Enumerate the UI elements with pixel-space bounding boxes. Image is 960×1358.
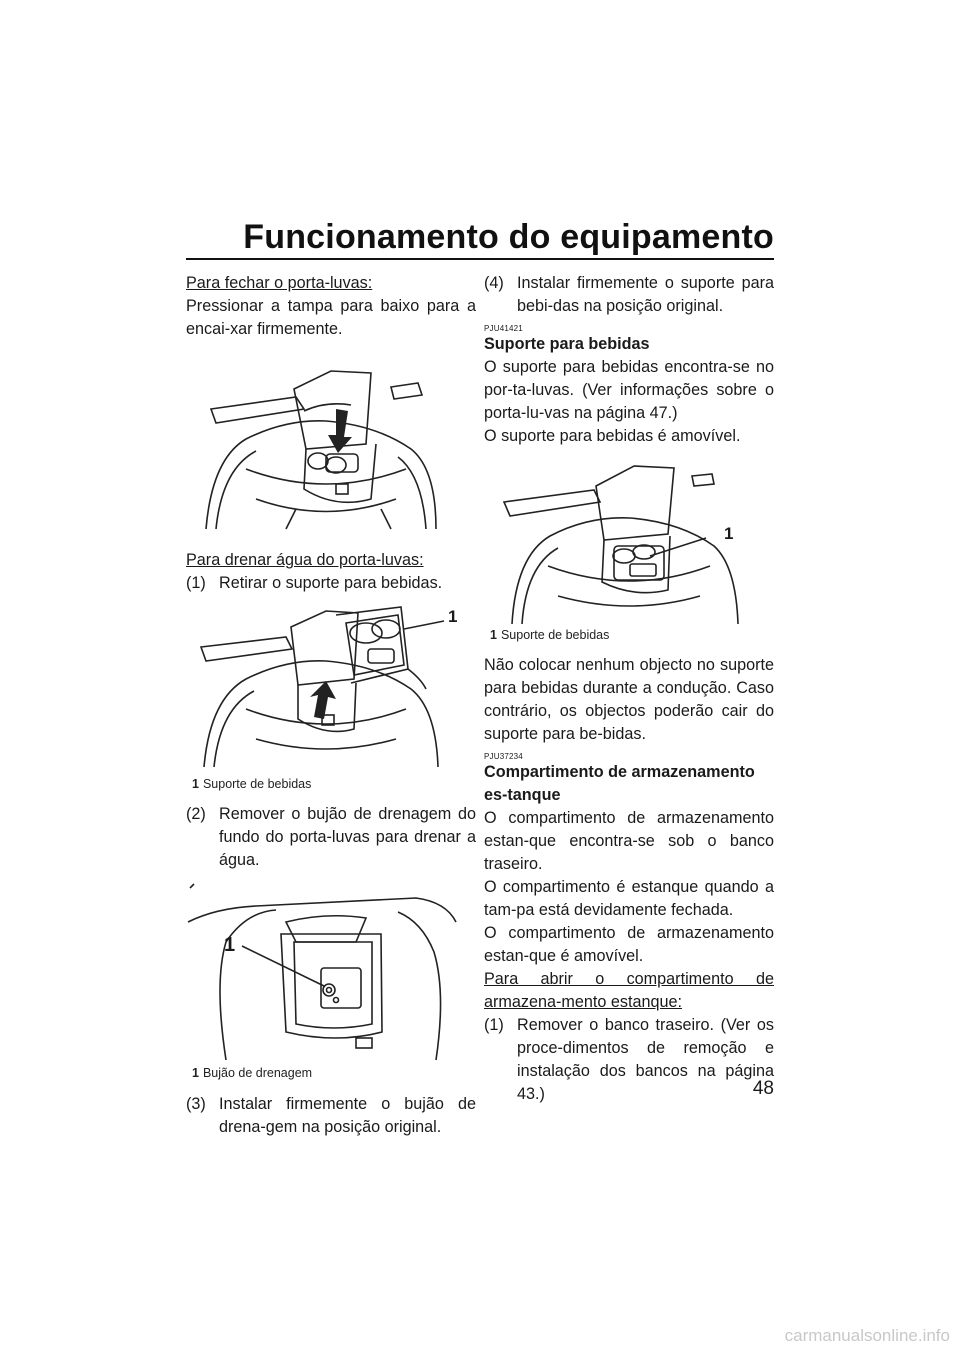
step-4-number: (4) bbox=[484, 274, 504, 292]
section-code-2: PJU37234 bbox=[484, 752, 523, 761]
fig4-caption-number: 1 bbox=[490, 628, 497, 642]
step-3-text: Instalar firmemente o bujão de drena-gem na posição original. bbox=[219, 1095, 476, 1136]
step-2-text: Remover o bujão de drenagem do fundo do porta-luvas para drenar a água. bbox=[219, 805, 476, 869]
step-5-text: Remover o banco traseiro. (Ver os proce-dimentos de remoção e instalação dos bancos na página 43.) bbox=[517, 1016, 774, 1103]
figure-remove-cupholder bbox=[186, 599, 476, 769]
fig2-caption-number: 1 bbox=[192, 777, 199, 791]
cupholder-paragraph-2: O suporte para bebidas é amovível. bbox=[484, 427, 741, 445]
storage-paragraph-2: O compartimento é estanque quando a tam-pa está devidamente fechada. bbox=[484, 878, 774, 919]
fig3-callout: 1 bbox=[224, 934, 236, 956]
figure-cupholder bbox=[484, 456, 774, 626]
cupholder-paragraph-1: O suporte para bebidas encontra-se no por-ta-luvas. (Ver informações sobre o porta-lu-vas na página 47.) bbox=[484, 358, 774, 422]
right-column bbox=[484, 272, 774, 1106]
fig3-caption bbox=[186, 1066, 476, 1081]
watermark: carmanualsonline.info bbox=[784, 1326, 950, 1345]
close-heading: Para fechar o porta-luvas: bbox=[186, 274, 373, 292]
figure-drain-plug bbox=[186, 882, 476, 1062]
figure-close-glovebox bbox=[186, 349, 476, 539]
fig4-callout: 1 bbox=[724, 524, 734, 543]
drain-heading: Para drenar água do porta-luvas: bbox=[186, 551, 424, 569]
warning-paragraph: Não colocar nenhum objecto no suporte para bebidas durante a condução. Caso contrário, os objectos poderão cair do suporte para be-bidas. bbox=[484, 656, 774, 743]
figure-remove-cupholder-drawing bbox=[186, 599, 476, 769]
open-heading: Para abrir o compartimento de armazena-mento estanque: bbox=[484, 970, 774, 1011]
step-2-number: (2) bbox=[186, 805, 206, 823]
step-1-text: Retirar o suporte para bebidas. bbox=[219, 574, 443, 592]
step-1-number: (1) bbox=[186, 574, 206, 592]
step-4 bbox=[484, 272, 774, 318]
storage-paragraph-3: O compartimento de armazenamento estan-que é amovível. bbox=[484, 924, 774, 965]
step-3 bbox=[186, 1093, 476, 1139]
storage-paragraph-1: O compartimento de armazenamento estan-que encontra-se sob o banco traseiro. bbox=[484, 809, 774, 873]
close-text: Pressionar a tampa para baixo para a encai-xar firmemente. bbox=[186, 297, 476, 338]
figure-drain-plug-drawing bbox=[186, 882, 476, 1062]
fig3-caption-text: Bujão de drenagem bbox=[202, 1066, 313, 1080]
fig2-callout: 1 bbox=[448, 607, 458, 626]
step-4-text: Instalar firmemente o suporte para bebi-das na posição original. bbox=[517, 274, 774, 315]
fig2-caption bbox=[186, 777, 476, 792]
left-column bbox=[186, 272, 476, 1139]
step-5-number: (1) bbox=[484, 1016, 504, 1034]
step-1 bbox=[186, 572, 476, 595]
section-code-1: PJU41421 bbox=[484, 324, 523, 333]
step-2 bbox=[186, 803, 476, 872]
fig4-caption bbox=[484, 628, 774, 643]
storage-heading: Compartimento de armazenamento es-tanque bbox=[484, 763, 755, 804]
page-number: 48 bbox=[752, 1078, 774, 1099]
fig3-caption-number: 1 bbox=[192, 1066, 199, 1080]
cupholder-heading: Suporte para bebidas bbox=[484, 335, 650, 353]
fig4-caption-text: Suporte de bebidas bbox=[500, 628, 610, 642]
header-rule bbox=[186, 258, 774, 260]
step-3-number: (3) bbox=[186, 1095, 206, 1113]
fig2-caption-text: Suporte de bebidas bbox=[202, 777, 312, 791]
page-title: Funcionamento do equipamento bbox=[243, 218, 774, 256]
